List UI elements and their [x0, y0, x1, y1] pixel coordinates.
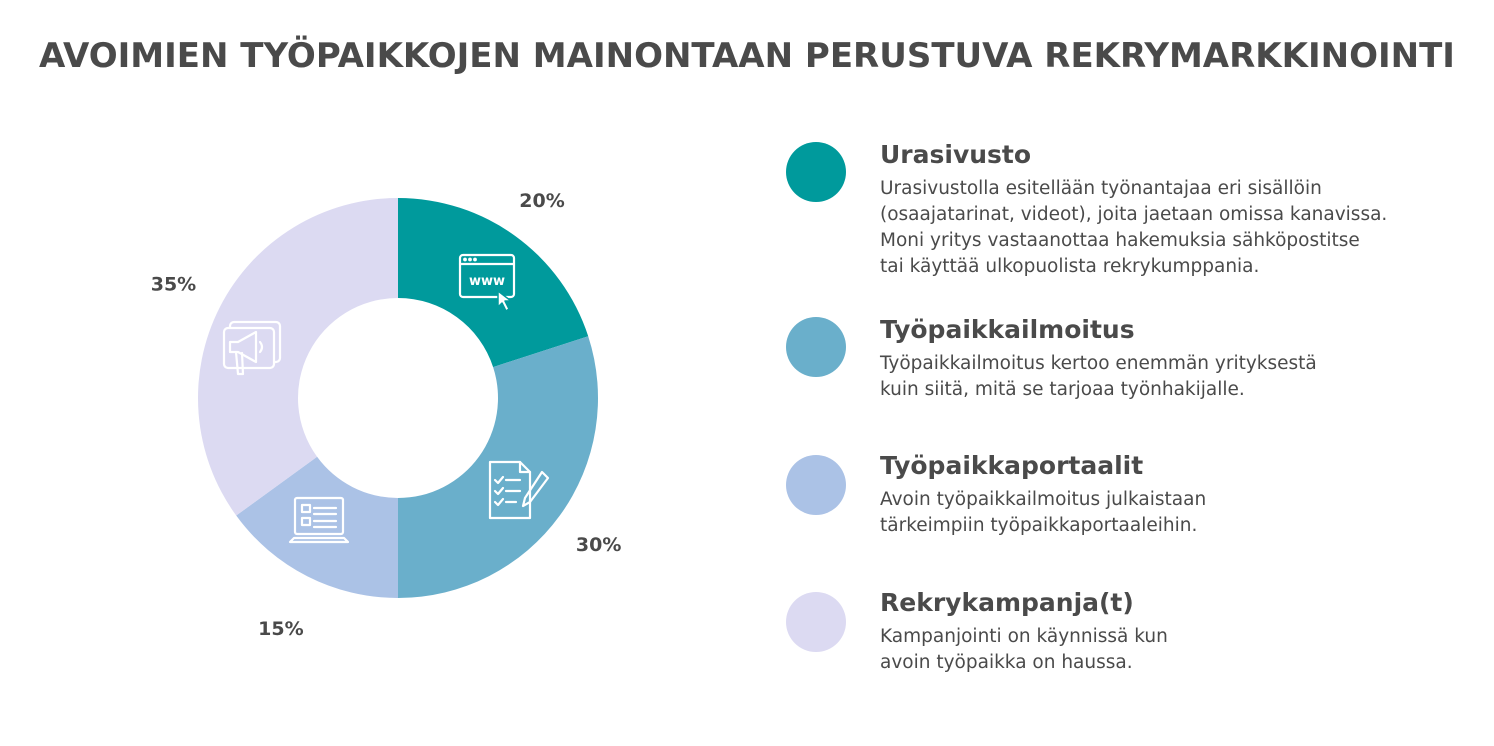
legend-title: Työpaikkailmoitus — [880, 315, 1135, 344]
page-title: AVOIMIEN TYÖPAIKKOJEN MAINONTAAN PERUSTUVA REKRYMARKKINOINTI — [39, 36, 1455, 76]
legend-description: Urasivustolla esitellään työnantajaa eri sisällöin (osaajatarinat, videot), joita jaetaan omissa kanavissa. Moni yritys vastaanottaa hakemuksia sähköpostitse tai käyttää ulkopuolista rekrykumppania. — [880, 178, 1388, 277]
slice-percent-label: 35% — [150, 273, 197, 296]
legend-dot-periwinkle — [786, 455, 846, 515]
legend-dot-lavender — [786, 592, 846, 652]
legend-title: Rekrykampanja(t) — [880, 588, 1134, 617]
legend-title: Työpaikkaportaalit — [880, 451, 1144, 480]
svg-text:www: www — [468, 274, 506, 289]
legend-description: Kampanjointi on käynnissä kun avoin työpaikka on haussa. — [880, 626, 1168, 673]
megaphone-icon — [224, 322, 280, 374]
legend-description: Avoin työpaikkailmoitus julkaistaan tärkeimpiin työpaikkaportaaleihin. — [880, 489, 1207, 536]
legend-dot-blue — [786, 317, 846, 377]
donut-slice-2 — [398, 336, 598, 598]
slice-percent-label: 30% — [575, 533, 622, 556]
slice-percent-label: 20% — [519, 189, 565, 212]
legend-dot-teal — [786, 142, 846, 202]
slice-percent-label: 15% — [258, 617, 304, 640]
legend-description: Työpaikkailmoitus kertoo enemmän yrityksestä kuin siitä, mitä se tarjoaa työnhakijalle. — [880, 353, 1317, 400]
legend-title: Urasivusto — [880, 140, 1032, 169]
